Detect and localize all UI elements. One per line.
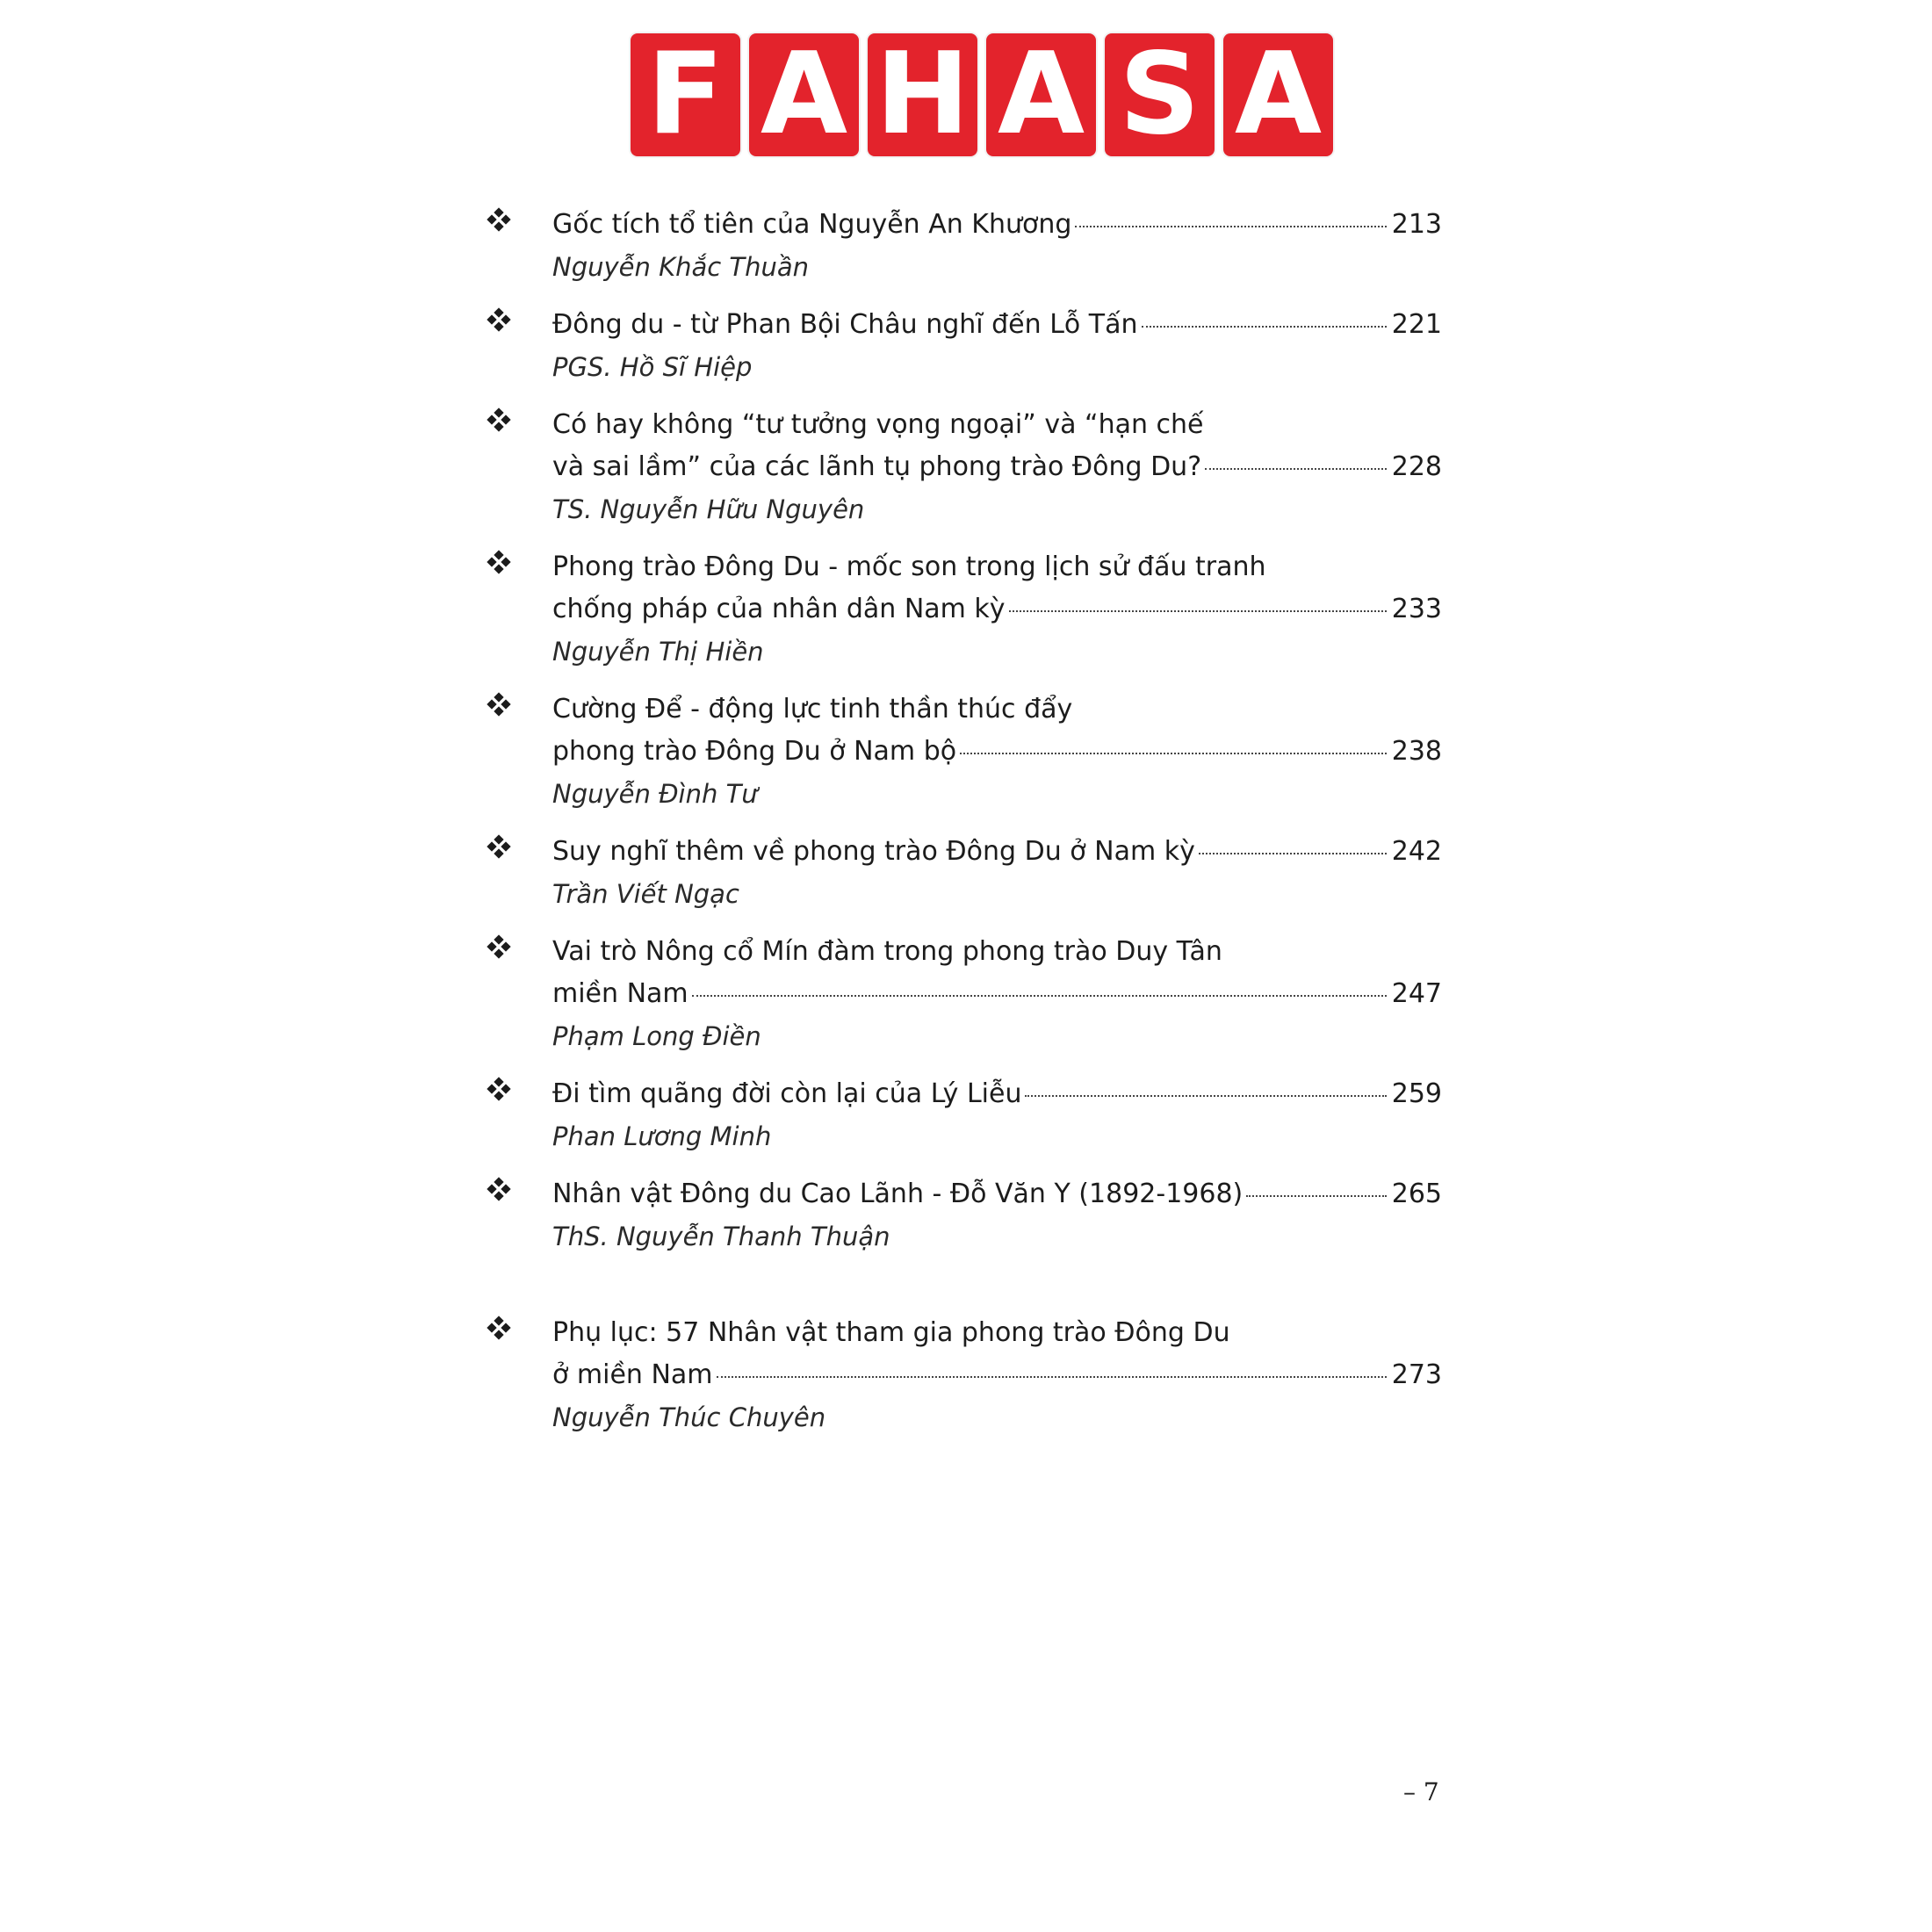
toc-page-number: 247 <box>1391 978 1442 1009</box>
dot-leader <box>1025 1095 1386 1097</box>
toc-page-number: 238 <box>1391 736 1442 767</box>
diamond-bullet-icon <box>488 209 509 230</box>
toc-entry[interactable] <box>485 931 1442 1057</box>
dot-leader <box>717 1376 1387 1378</box>
toc-entry[interactable] <box>485 404 1442 530</box>
toc-entry-title: Có hay không “tư tưởng vọng ngoại” và “hạn chế <box>552 409 1204 440</box>
diamond-bullet-icon <box>488 1078 509 1099</box>
toc-entry-title: Đông du - từ Phan Bội Châu nghĩ đến Lỗ Tấn <box>552 309 1138 340</box>
toc-entry-author: PGS. Hồ Sĩ Hiệp <box>552 352 753 382</box>
toc-entry-author: Phan Lương Minh <box>552 1121 772 1151</box>
toc-entry[interactable] <box>485 1073 1442 1157</box>
toc-entry-title: phong trào Đông Du ở Nam bộ <box>552 736 957 767</box>
toc-entry-author: ThS. Nguyễn Thanh Thuận <box>552 1222 890 1251</box>
diamond-bullet-icon <box>488 551 509 573</box>
logo-letter-tile: A <box>1223 33 1333 156</box>
toc-entry-author: Nguyễn Khắc Thuần <box>552 252 810 282</box>
diamond-bullet-icon <box>488 936 509 957</box>
diamond-bullet-icon <box>488 836 509 857</box>
toc-page-number: 233 <box>1391 594 1442 624</box>
toc-entry[interactable] <box>485 546 1442 673</box>
logo-letter-tile: A <box>749 33 859 156</box>
toc-entry-title: Phong trào Đông Du - mốc son trong lịch sử đấu tranh <box>552 551 1266 582</box>
toc-entry-title: ở miền Nam <box>552 1359 713 1390</box>
dot-leader <box>1199 853 1387 854</box>
toc-entry-title: Vai trò Nông cổ Mín đàm trong phong trào Duy Tân <box>552 936 1222 967</box>
diamond-bullet-icon <box>488 1317 509 1338</box>
dot-leader <box>1246 1195 1386 1197</box>
toc-entry-author: Nguyễn Thúc Chuyên <box>552 1402 826 1432</box>
diamond-bullet-icon <box>488 694 509 715</box>
toc-entry[interactable] <box>485 1173 1442 1258</box>
toc-entry-title: Phụ lục: 57 Nhân vật tham gia phong trào Đông Du <box>552 1317 1230 1348</box>
toc-entry-author: Nguyễn Thị Hiền <box>552 637 764 667</box>
dot-leader <box>1009 610 1387 612</box>
toc-entry-title: Gốc tích tổ tiên của Nguyễn An Khương <box>552 209 1072 240</box>
toc-entry-title: Cường Để - động lực tinh thần thúc đẩy <box>552 694 1073 724</box>
logo-letter-tile: S <box>1105 33 1215 156</box>
toc-page-number: 221 <box>1391 309 1442 340</box>
toc-entry-title: miền Nam <box>552 978 688 1009</box>
toc-entry-title: Nhân vật Đông du Cao Lãnh - Đỗ Văn Y (1892-1968) <box>552 1179 1244 1209</box>
table-of-contents <box>485 204 1442 1438</box>
toc-page-number: 242 <box>1391 836 1442 867</box>
logo-letter-tile: F <box>631 33 740 156</box>
toc-entry[interactable] <box>485 1312 1442 1438</box>
dot-leader <box>960 753 1387 754</box>
toc-entry-author: Nguyễn Đình Tư <box>552 779 758 809</box>
toc-page-number: 273 <box>1391 1359 1442 1390</box>
logo-letter-tile: A <box>986 33 1096 156</box>
toc-entry-author: Trần Viết Ngạc <box>552 879 739 909</box>
dot-leader <box>1075 226 1386 227</box>
toc-page-number: 259 <box>1391 1078 1442 1109</box>
toc-entry-title: và sai lầm” của các lãnh tụ phong trào Đông Du? <box>552 451 1202 482</box>
toc-entry-author: Phạm Long Điền <box>552 1021 761 1051</box>
fahasa-logo <box>631 29 1333 160</box>
dot-leader <box>1142 326 1387 328</box>
toc-entry[interactable] <box>485 688 1442 815</box>
toc-entry-title: chống pháp của nhân dân Nam kỳ <box>552 594 1006 624</box>
toc-entry[interactable] <box>485 204 1442 288</box>
dot-leader <box>1205 468 1387 470</box>
toc-page-number: 213 <box>1391 209 1442 240</box>
toc-entry-title: Suy nghĩ thêm về phong trào Đông Du ở Nam kỳ <box>552 836 1195 867</box>
diamond-bullet-icon <box>488 1179 509 1200</box>
toc-page-number: 228 <box>1391 451 1442 482</box>
logo-letter-tile: H <box>868 33 977 156</box>
toc-entry[interactable] <box>485 831 1442 915</box>
toc-entry-title: Đi tìm quãng đời còn lại của Lý Liễu <box>552 1078 1022 1109</box>
toc-page-number: 265 <box>1391 1179 1442 1209</box>
diamond-bullet-icon <box>488 309 509 330</box>
dot-leader <box>692 995 1387 997</box>
diamond-bullet-icon <box>488 409 509 430</box>
toc-entry[interactable] <box>485 304 1442 388</box>
page-number: – 7 <box>1403 1777 1439 1806</box>
toc-entry-author: TS. Nguyễn Hữu Nguyên <box>552 494 865 524</box>
